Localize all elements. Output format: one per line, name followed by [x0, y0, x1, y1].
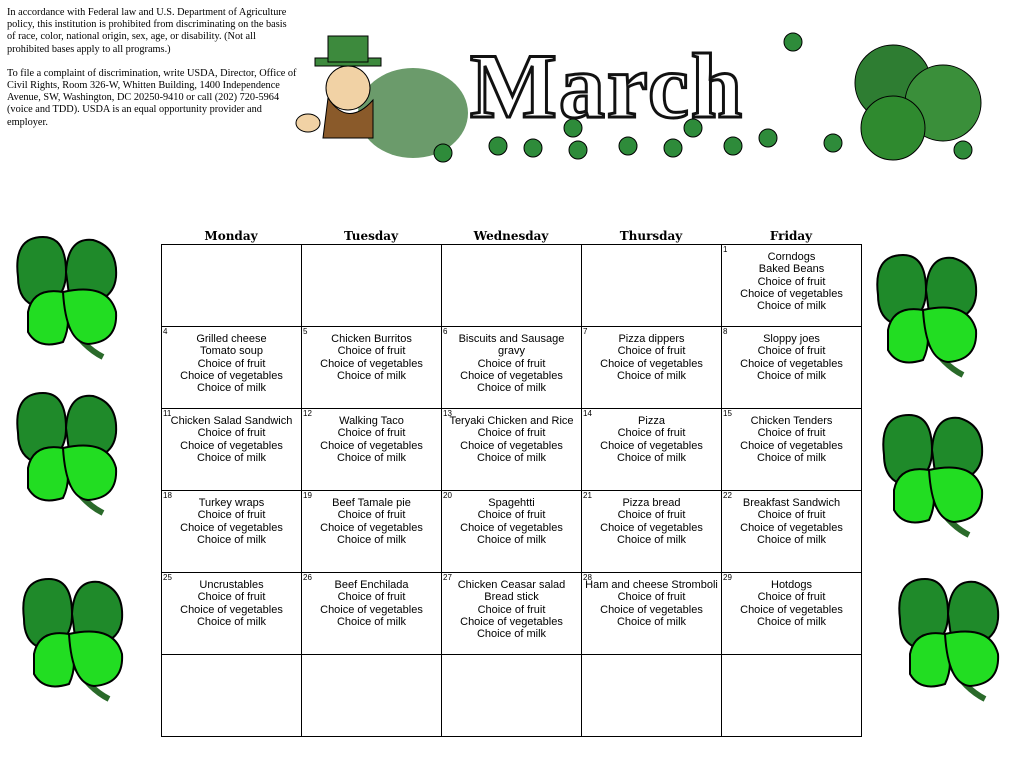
day-number: 5: [303, 327, 308, 336]
menu-item: Choice of milk: [756, 451, 827, 464]
menu-items: [162, 245, 301, 251]
calendar-week: [162, 245, 862, 327]
calendar-week: [162, 491, 862, 573]
menu-item: Choice of fruit: [197, 357, 266, 370]
menu-item: Choice of fruit: [757, 427, 826, 440]
menu-item: Choice of fruit: [197, 509, 266, 522]
menu-item: Teryaki Chicken and Rice: [449, 415, 574, 427]
menu-item: Choice of fruit: [337, 427, 406, 440]
calendar-day-cell: [442, 655, 582, 737]
leprechaun-icon: [296, 36, 468, 158]
menu-item: Choice of vegetables: [600, 603, 703, 616]
menu-items: [442, 573, 581, 640]
menu-item: Choice of milk: [336, 533, 407, 546]
calendar-day-cell: [722, 573, 862, 655]
menu-item: Tomato soup: [200, 345, 263, 358]
shamrock-icon: [8, 232, 128, 367]
day-header-monday: Monday: [204, 229, 258, 243]
menu-items: [722, 409, 861, 464]
calendar-day-cell: [722, 327, 862, 409]
menu-items: [722, 491, 861, 546]
menu-items: [442, 655, 581, 661]
menu-item: Beef Tamale pie: [332, 497, 411, 509]
menu-items: [722, 245, 861, 312]
menu-item: Choice of fruit: [477, 509, 546, 522]
menu-items: [582, 655, 721, 661]
menu-item: Choice of milk: [616, 615, 687, 628]
day-header-wednesday: Wednesday: [473, 229, 549, 243]
menu-item: Choice of milk: [616, 451, 687, 464]
menu-item: Choice of vegetables: [460, 521, 563, 534]
menu-item: Choice of milk: [476, 533, 547, 546]
menu-item: Choice of vegetables: [600, 357, 703, 370]
menu-item: Choice of milk: [476, 628, 547, 641]
day-number: 4: [163, 327, 168, 336]
menu-item: Choice of vegetables: [740, 603, 843, 616]
menu-items: [162, 655, 301, 661]
menu-item: Choice of vegetables: [180, 439, 283, 452]
menu-item: Choice of vegetables: [600, 439, 703, 452]
menu-item: Pizza bread: [622, 497, 681, 509]
shamrock-icon: [868, 250, 988, 385]
menu-item: Chicken Ceasar salad: [457, 579, 566, 591]
day-number: 21: [583, 491, 592, 500]
calendar-day-cell: [582, 245, 722, 327]
shamrock-icon: [8, 388, 128, 523]
calendar-day-cell: [722, 491, 862, 573]
day-number: 25: [163, 573, 172, 582]
menu-item: Choice of milk: [756, 369, 827, 382]
shamrock-icon: [14, 574, 134, 709]
menu-item: Choice of milk: [196, 451, 267, 464]
calendar-day-cell: [302, 245, 442, 327]
menu-item: Choice of vegetables: [460, 615, 563, 628]
menu-item: Choice of milk: [756, 533, 827, 546]
menu-items: [162, 409, 301, 464]
calendar-day-cell: [442, 245, 582, 327]
menu-item: Choice of fruit: [197, 591, 266, 604]
menu-item: Spagehtti: [488, 497, 535, 509]
menu-item: Grilled cheese: [196, 333, 267, 345]
menu-item: Ham and cheese Stromboli: [585, 579, 718, 591]
menu-item: Choice of milk: [616, 369, 687, 382]
day-number: 7: [583, 327, 588, 336]
menu-items: [442, 327, 581, 394]
menu-item: Choice of milk: [616, 533, 687, 546]
calendar-day-cell: [302, 573, 442, 655]
menu-item: Choice of fruit: [617, 591, 686, 604]
menu-item: Choice of fruit: [337, 591, 406, 604]
day-number: 29: [723, 573, 732, 582]
day-header-thursday: Thursday: [619, 229, 683, 243]
menu-item: Choice of fruit: [757, 509, 826, 522]
menu-item: Hotdogs: [771, 579, 812, 591]
menu-item: Chicken Burritos: [331, 333, 412, 345]
menu-items: [722, 655, 861, 661]
calendar-day-cell: [162, 409, 302, 491]
day-number: 1: [723, 245, 728, 254]
menu-item: Choice of vegetables: [600, 521, 703, 534]
menu-item: Choice of vegetables: [180, 603, 283, 616]
calendar-day-cell: [582, 327, 722, 409]
menu-items: [442, 491, 581, 546]
month-title: March: [470, 35, 745, 137]
menu-item: Choice of fruit: [477, 603, 546, 616]
menu-item: Choice of fruit: [757, 345, 826, 358]
day-number: 22: [723, 491, 732, 500]
menu-item: Choice of fruit: [757, 275, 826, 288]
menu-items: [302, 245, 441, 251]
day-number: 6: [443, 327, 448, 336]
menu-item: Choice of vegetables: [320, 357, 423, 370]
calendar-week: [162, 655, 862, 737]
menu-items: [162, 573, 301, 628]
day-number: 19: [303, 491, 312, 500]
day-number: 8: [723, 327, 728, 336]
menu-items: [302, 573, 441, 628]
menu-items: [582, 491, 721, 546]
menu-items: [722, 327, 861, 382]
menu-item: Choice of vegetables: [740, 521, 843, 534]
calendar-day-cell: [442, 409, 582, 491]
shamrock-icon: [890, 574, 1010, 709]
menu-item: Choice of fruit: [477, 427, 546, 440]
menu-item: Chicken Tenders: [750, 415, 833, 427]
menu-item: Choice of milk: [196, 533, 267, 546]
calendar-day-cell: [302, 655, 442, 737]
calendar-day-cell: [722, 655, 862, 737]
menu-item: Choice of milk: [196, 615, 267, 628]
menu-item: Bread stick: [484, 591, 539, 604]
menu-item: Choice of milk: [336, 369, 407, 382]
menu-item: Choice of milk: [476, 382, 547, 395]
calendar-day-cell: [162, 327, 302, 409]
calendar-day-cell: [442, 573, 582, 655]
menu-item: Baked Beans: [758, 263, 825, 276]
menu-item: Choice of vegetables: [180, 521, 283, 534]
day-number: 27: [443, 573, 452, 582]
menu-items: [302, 409, 441, 464]
day-number: 20: [443, 491, 452, 500]
calendar-day-cell: [302, 491, 442, 573]
menu-item: Breakfast Sandwich: [742, 497, 841, 509]
menu-item: Choice of vegetables: [320, 521, 423, 534]
day-header-friday: Friday: [769, 229, 813, 243]
menu-item: Walking Taco: [339, 415, 404, 427]
calendar-day-cell: [442, 327, 582, 409]
day-number: 28: [583, 573, 592, 582]
menu-item: Uncrustables: [199, 579, 264, 591]
nondiscrimination-notice: [7, 7, 297, 141]
calendar-day-cell: [582, 655, 722, 737]
menu-item: Pizza dippers: [618, 333, 685, 345]
menu-item: Corndogs: [767, 251, 816, 263]
menu-item: Choice of milk: [196, 382, 267, 395]
menu-items: [582, 245, 721, 251]
menu-items: [302, 655, 441, 661]
day-number: 18: [163, 491, 172, 500]
day-number: 15: [723, 409, 732, 418]
menu-items: [442, 409, 581, 464]
menu-item: Choice of fruit: [197, 427, 266, 440]
menu-items: [582, 573, 721, 628]
menu-item: Choice of milk: [336, 451, 407, 464]
menu-item: Choice of vegetables: [740, 439, 843, 452]
day-number: 11: [163, 409, 172, 418]
calendar-week: [162, 573, 862, 655]
menu-calendar: [161, 244, 862, 737]
menu-item: Choice of milk: [336, 615, 407, 628]
menu-item: Choice of vegetables: [320, 603, 423, 616]
menu-item: Choice of fruit: [337, 509, 406, 522]
menu-item: Choice of milk: [476, 451, 547, 464]
day-number: 13: [443, 409, 452, 418]
notice-paragraph: To file a complaint of discrimination, write USDA, Director, Office of Civil Rights, Room 326-W, Whitten Building, 1400 Independence Avenue, SW, Washington, DC 20250-9410 or call (202) 720-5964 (voice and TDD). USDA is an equal opportunity provider and employer.: [7, 67, 297, 128]
menu-item: Biscuits and Sausage: [458, 333, 565, 345]
menu-item: Sloppy joes: [763, 333, 820, 345]
day-number: 12: [303, 409, 312, 418]
menu-item: Choice of milk: [756, 615, 827, 628]
menu-item: Choice of fruit: [477, 357, 546, 370]
menu-items: [162, 491, 301, 546]
day-header-tuesday: Tuesday: [343, 229, 399, 243]
calendar-day-cell: [162, 573, 302, 655]
menu-items: [442, 245, 581, 251]
calendar-week: [162, 327, 862, 409]
calendar-day-cell: [582, 573, 722, 655]
menu-item: Choice of fruit: [757, 591, 826, 604]
menu-item: Choice of vegetables: [740, 357, 843, 370]
notice-paragraph: In accordance with Federal law and U.S. Department of Agriculture policy, this institution is prohibited from discriminating on the basis of race, color, national origin, sex, age, or disability. (Not all prohibited bases apply to all programs.): [7, 7, 287, 55]
menu-item: Choice of vegetables: [460, 369, 563, 382]
menu-item: Choice of vegetables: [320, 439, 423, 452]
menu-item: Chicken Salad Sandwich: [170, 415, 293, 427]
menu-item: Choice of fruit: [617, 427, 686, 440]
menu-items: [162, 327, 301, 394]
day-number: 14: [583, 409, 592, 418]
menu-items: [582, 327, 721, 382]
calendar-day-cell: [442, 491, 582, 573]
calendar-day-cell: [582, 491, 722, 573]
menu-item: Choice of fruit: [617, 345, 686, 358]
menu-item: Pizza: [638, 415, 665, 427]
shamrock-icon: [874, 410, 994, 545]
menu-item: Turkey wraps: [198, 497, 265, 509]
calendar-week: [162, 409, 862, 491]
menu-item: Choice of vegetables: [740, 287, 843, 300]
menu-item: Choice of milk: [756, 300, 827, 313]
menu-item: Choice of vegetables: [460, 439, 563, 452]
menu-item: Choice of vegetables: [180, 369, 283, 382]
calendar-day-cell: [582, 409, 722, 491]
calendar-day-cell: [302, 409, 442, 491]
calendar-day-cell: [162, 245, 302, 327]
calendar-day-cell: [722, 409, 862, 491]
menu-item: gravy: [498, 345, 525, 358]
calendar-day-cell: [302, 327, 442, 409]
menu-item: Beef Enchilada: [334, 579, 409, 591]
day-number: 26: [303, 573, 312, 582]
menu-items: [722, 573, 861, 628]
menu-item: Choice of fruit: [337, 345, 406, 358]
menu-items: [302, 491, 441, 546]
calendar-day-cell: [722, 245, 862, 327]
menu-items: [302, 327, 441, 382]
calendar-day-cell: [162, 655, 302, 737]
menu-item: Choice of fruit: [617, 509, 686, 522]
menu-items: [582, 409, 721, 464]
calendar-day-cell: [162, 491, 302, 573]
